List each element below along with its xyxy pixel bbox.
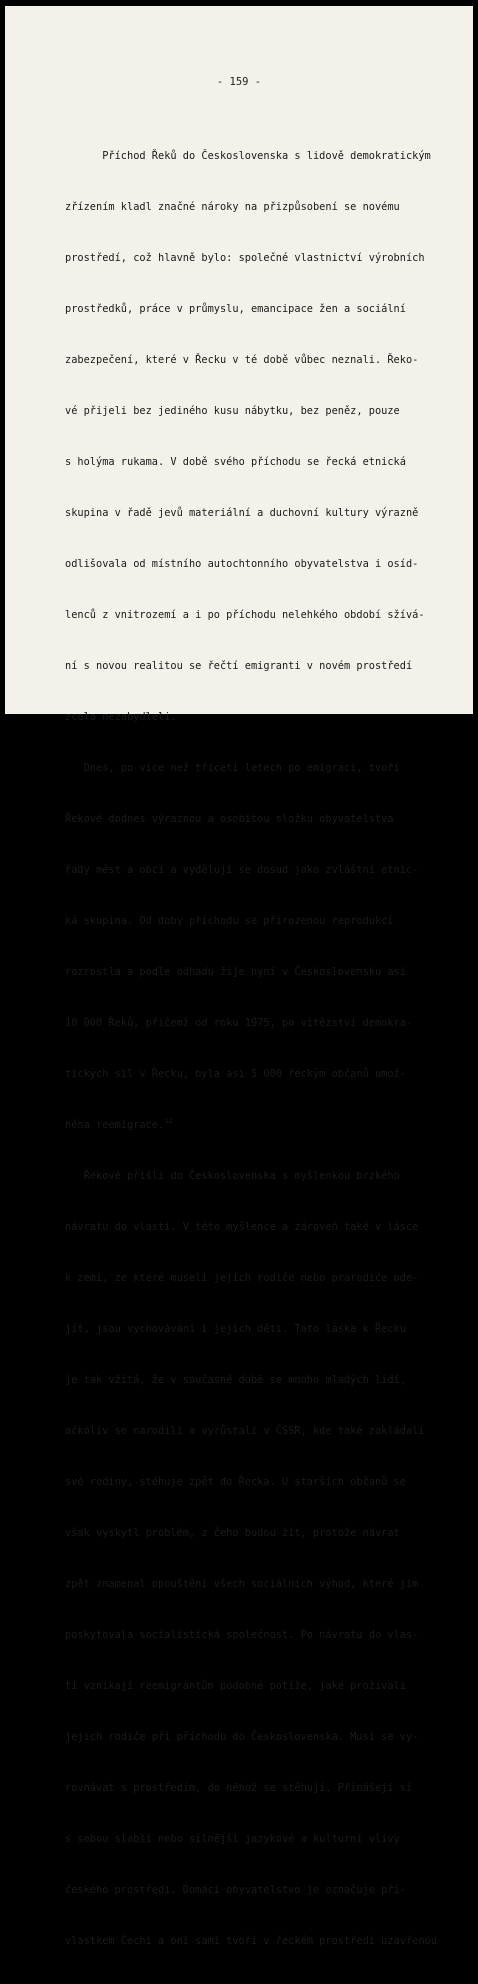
text-line: zcela nezabydleli. <box>65 711 177 723</box>
footnote-marker: 12 <box>164 1117 173 1125</box>
text-line: vé přijeli bez jediného kusu nábytku, bez peněz, pouze <box>65 405 400 417</box>
text-line: zřízením kladl značné nároky na přizpůsobení se novému <box>65 201 400 213</box>
text-line: řady měst a obcí a vydělují se dosud jako zvláštní etnic- <box>65 864 419 876</box>
text-line: prostředí, což hlavně bylo: společné vlastnictví výrobních <box>65 252 425 264</box>
text-line: jejich rodiče při příchodu do Československa. Musí se vy- <box>65 1731 419 1743</box>
text-line: 10 000 Řeků, přičemž od roku 1975, po vítězství demokra- <box>65 1017 413 1029</box>
text-line: je tak vžitá, že v současné době se mnoho mladých lidí, <box>65 1374 406 1386</box>
text-line: Řekové přišli do Československa s myšlenkou brzkého <box>65 1170 400 1182</box>
body-text <box>65 114 473 1984</box>
text-line: k zemi, ze které museli jejich rodiče nebo prarodiče ode- <box>65 1272 419 1284</box>
text-line: jít, jsou vychováváni i jejich děti. Tato láska k Řecku <box>65 1323 406 1335</box>
text-line: ní s novou realitou se řečtí emigranti v novém prostředí <box>65 660 413 672</box>
text-line: ačkoliv se narodili a vyrůstali v ČSSR, kde také zakládali <box>65 1425 425 1437</box>
text-line: lenců z vnitrozemí a i po příchodu nelehkého období sžívá- <box>65 609 425 621</box>
document-page <box>5 6 473 1947</box>
text-line: ti vznikají reemigrantům podobné potíže, jaké prožívali <box>65 1680 406 1692</box>
text-line: prostředků, práce v průmyslu, emancipace žen a sociální <box>65 303 406 315</box>
text-line: ká skupina. Od doby příchodu se přirozenou reprodukcí <box>65 915 394 927</box>
text-line: s holýma rukama. V době svého příchodu se řecká etnická <box>65 456 406 468</box>
text-line: Řekové dodnes výraznou a osobitou složku obyvatelstva <box>65 813 394 825</box>
text-line: Dnes, po více než třiceti letech po emigraci, tvoří <box>65 762 400 774</box>
text-line: rozrostla a podle odhadu žije nyní v Československu asi <box>65 966 406 978</box>
text-line-with-footnote <box>65 1117 473 1134</box>
text-line: vlastkem Čechi a oni sami tvoří v řeckém prostředí uzavřenou <box>65 1935 437 1947</box>
text-line: s sebou slabší nebo silnější jazykové a kulturní vlivy <box>65 1833 400 1845</box>
text-line: odlišovala od místního autochtonního obyvatelstva i osíd- <box>65 558 419 570</box>
text-line: tických sil v Řecku, byla asi 5 000 řeckým občanů umož- <box>65 1068 406 1080</box>
page-number: - 159 - <box>216 76 262 88</box>
text-line: poskytovala socialistická společnost. Po návratu do vlas- <box>65 1629 419 1641</box>
text-line: však vyskytl problém, z čeho budou žít, protože návrat <box>65 1527 400 1539</box>
text-line-content: něna reemigrace. <box>65 1119 165 1131</box>
text-line: zabezpečení, které v Řecku v té době vůbec neznali. Řeko- <box>65 354 419 366</box>
text-line: své rodiny, stěhuje zpět do Řecka. U starších občanů se <box>65 1476 406 1488</box>
text-line: zpět znamenal opouštění všech sociálních výhod, které jim <box>65 1578 419 1590</box>
text-line: Příchod Řeků do Československa s lidově demokratickým <box>65 150 431 162</box>
text-line: českého prostředí. Domácí obyvatelstvo je označuje pří- <box>65 1884 406 1896</box>
text-line: návratu do vlasti. V této myšlence a zároveň také v lásce <box>65 1221 419 1233</box>
text-line: skupina v řadě jevů materiální a duchovní kultury výrazně <box>65 507 419 519</box>
text-line: rovnávat s prostředím, do něhož se stěhují. Přinášejí si <box>65 1782 413 1794</box>
